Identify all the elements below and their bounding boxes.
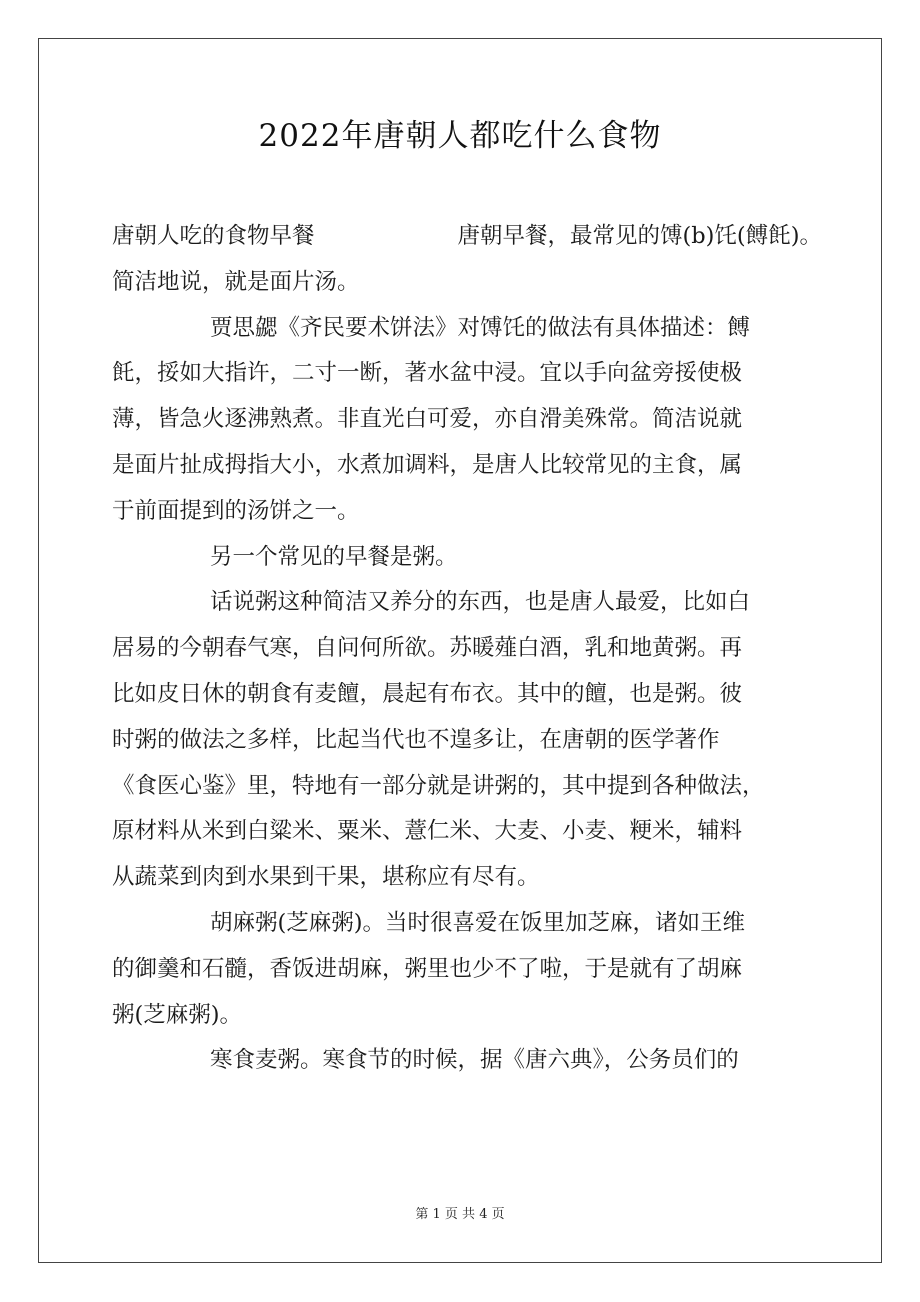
text-fragment: 唐朝早餐，最常见的馎(b)饦(餺飥)。 (457, 223, 822, 249)
text-line: 粥(芝麻粥)。 (112, 1001, 243, 1028)
text-line: 居易的今朝春气寒，自问何所欲。苏暖薤白酒，乳和地黄粥。再 (112, 635, 743, 662)
text-line: 《食医心鉴》里，特地有一部分就是讲粥的，其中提到各种做法， (112, 772, 765, 799)
page-number-footer: 第 1 页 共 4 页 (415, 1207, 505, 1222)
paragraph-first-line: 贾思勰《齐民要术饼法》对馎饦的做法有具体描述：餺 (210, 314, 751, 341)
document-body (112, 214, 832, 1084)
paragraph-first-line: 另一个常见的早餐是粥。 (210, 543, 458, 570)
text-line: 飥，挼如大指许，二寸一断，著水盆中浸。宜以手向盆旁挼使极 (112, 360, 743, 387)
text-line: 简洁地说，就是面片汤。 (112, 268, 360, 295)
text-line: 是面片扯成拇指大小，水煮加调料，是唐人比较常见的主食，属 (112, 451, 743, 478)
text-line: 比如皮日休的朝食有麦饘，晨起有布衣。其中的饘，也是粥。彼 (112, 680, 743, 707)
text-line: 薄，皆急火逐沸熟煮。非直光白可爱，亦自滑美殊常。简洁说就 (112, 406, 743, 433)
document-title: 2022年唐朝人都吃什么食物 (258, 118, 662, 154)
text-line: 的御羹和石髓，香饭进胡麻，粥里也少不了啦，于是就有了胡麻 (112, 955, 743, 982)
heading-fragment: 唐朝人吃的食物早餐 (112, 223, 315, 249)
paragraph-first-line: 寒食麦粥。寒食节的时候，据《唐六典》，公务员们的 (210, 1047, 739, 1074)
text-line (112, 214, 832, 260)
paragraph-first-line: 胡麻粥(芝麻粥)。当时很喜爱在饭里加芝麻，诸如王维 (210, 909, 746, 936)
text-line: 于前面提到的汤饼之一。 (112, 497, 360, 524)
text-line: 原材料从米到白粱米、粟米、薏仁米、大麦、小麦、粳米，辅料 (112, 818, 743, 845)
text-line: 时粥的做法之多样，比起当代也不遑多让，在唐朝的医学著作 (112, 726, 720, 753)
paragraph-first-line: 话说粥这种简洁又养分的东西，也是唐人最爱，比如白 (210, 589, 751, 616)
text-line: 从蔬菜到肉到水果到干果，堪称应有尽有。 (112, 864, 540, 891)
